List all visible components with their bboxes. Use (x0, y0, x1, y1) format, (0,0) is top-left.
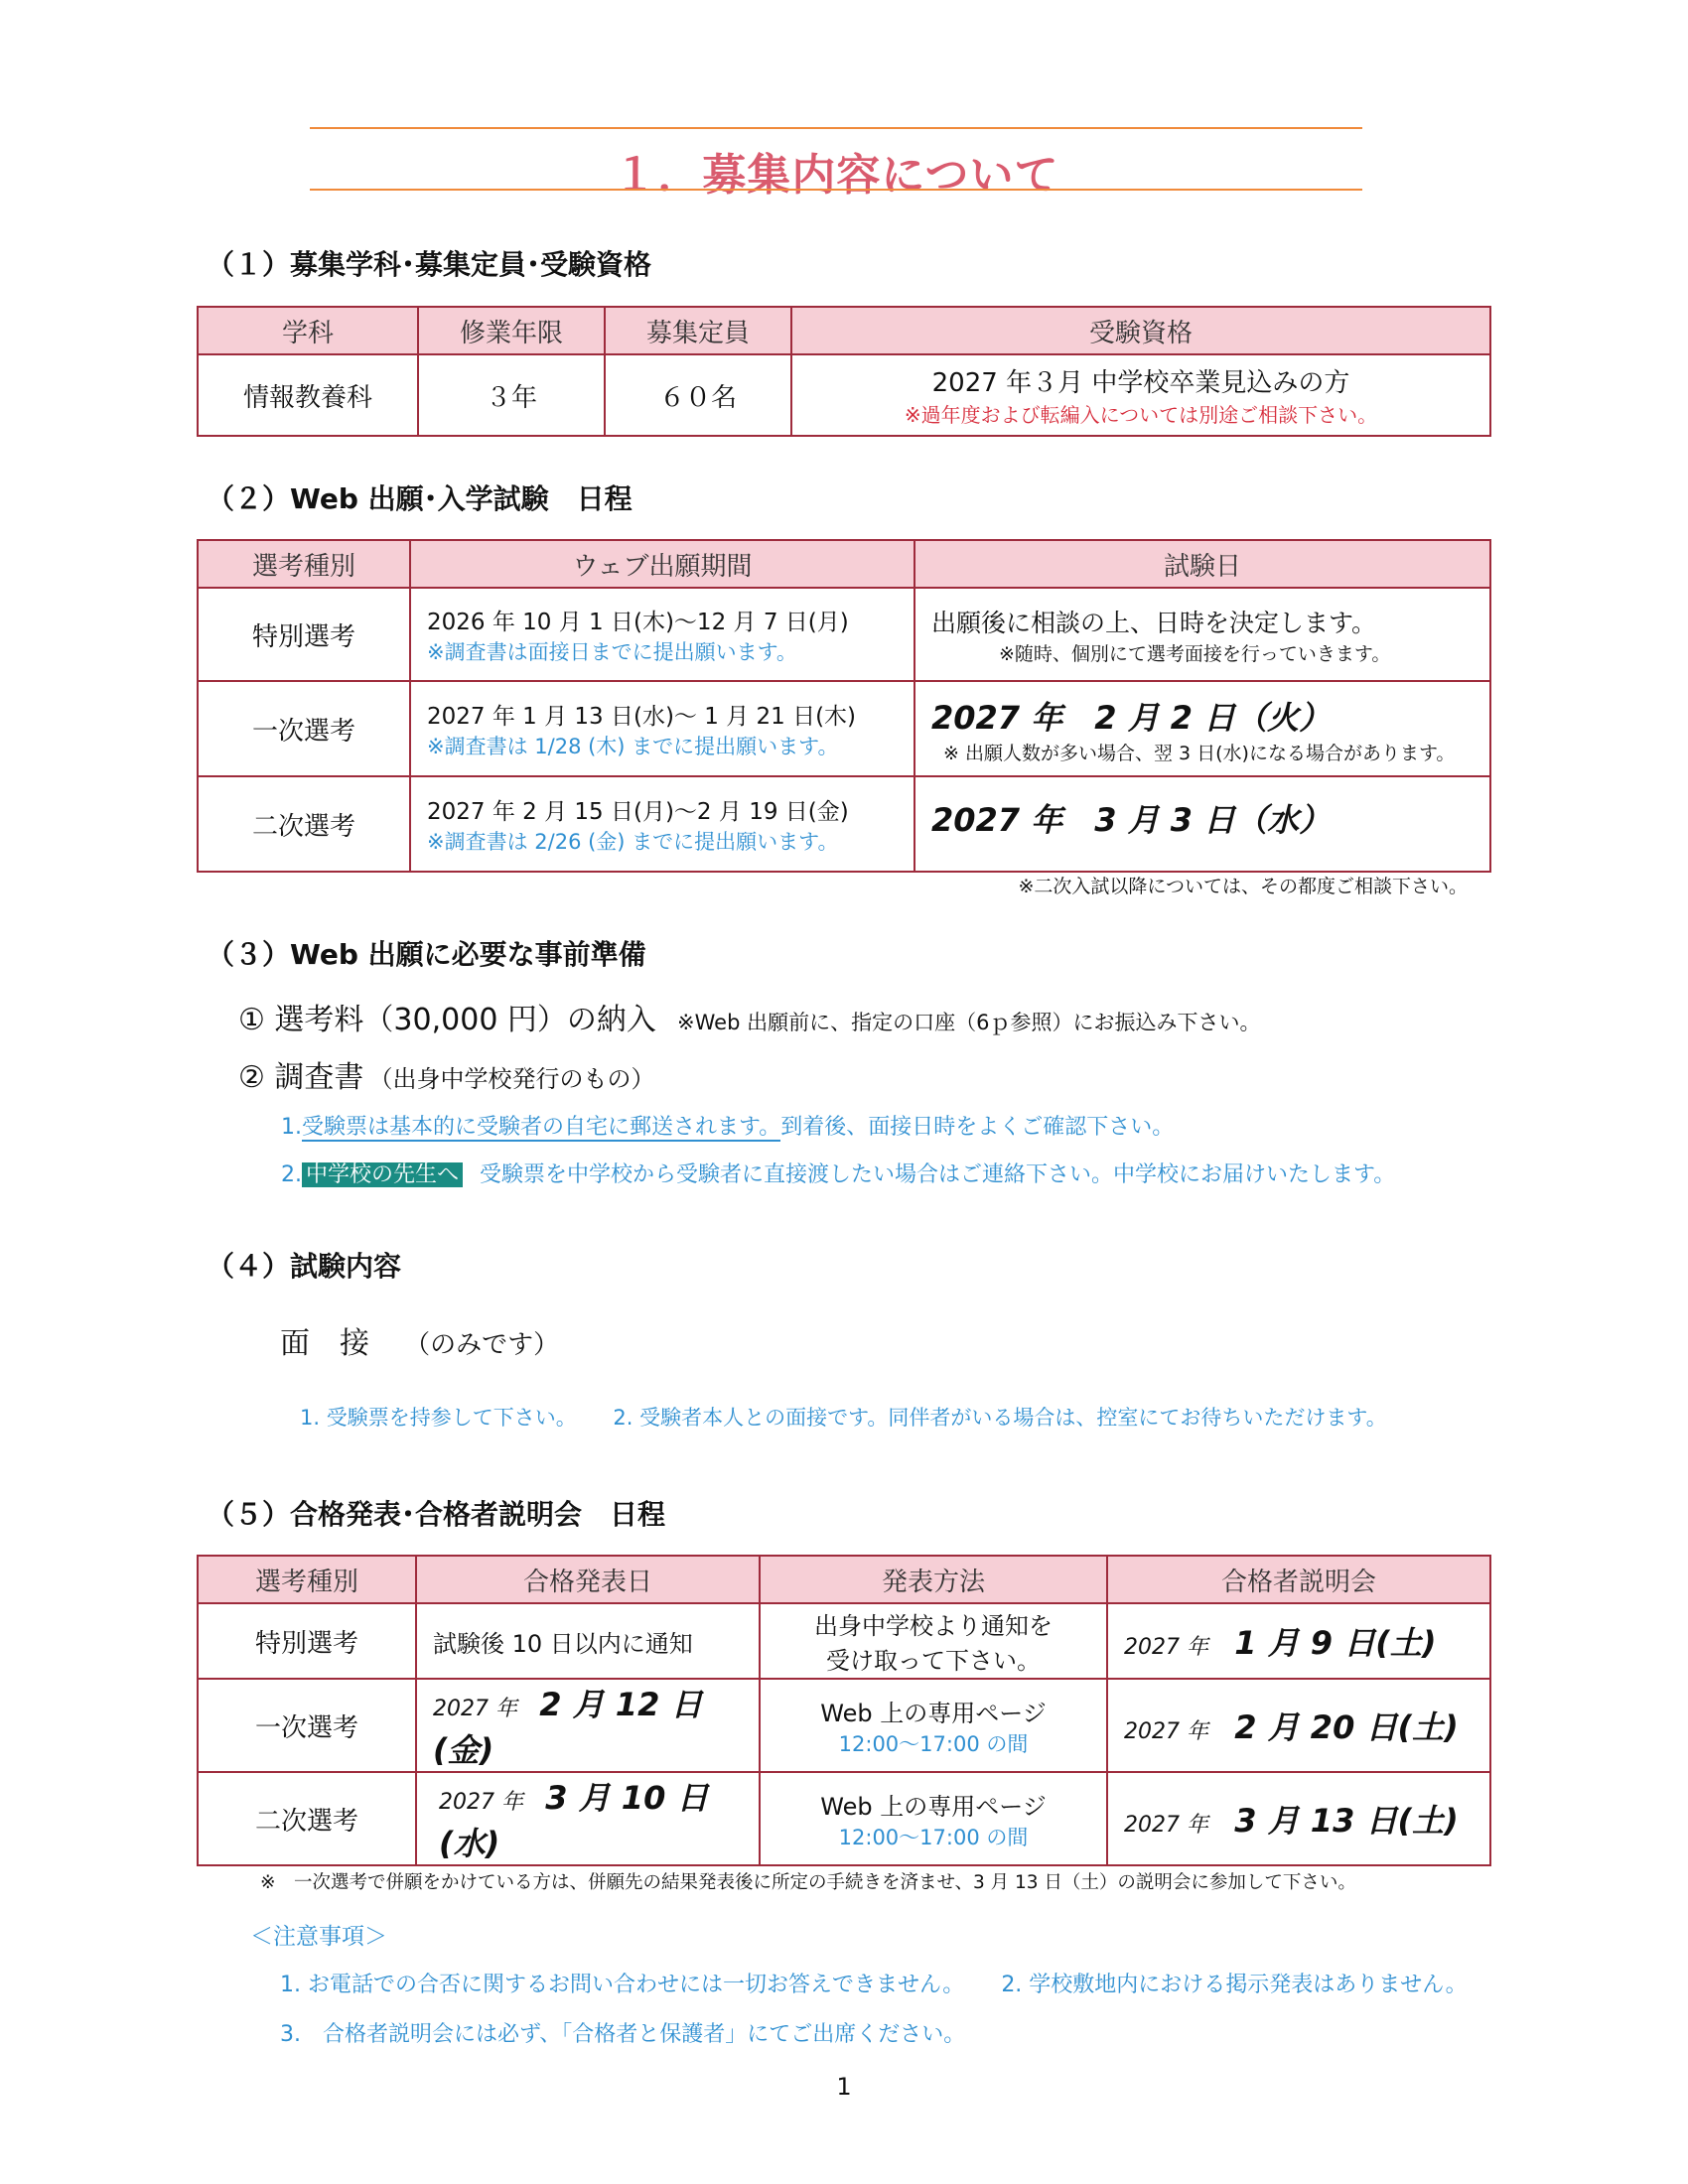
prep-item-report-sub: （出身中学校発行のもの） (368, 1065, 655, 1093)
table-row (198, 1679, 1490, 1772)
method-line-1: 出身中学校より通知を (814, 1612, 1053, 1640)
caution-item-3: 3. 合格者説明会には必ず、「合格者と保護者」にてご出席ください。 (280, 2022, 966, 2047)
header-cell: 募集定員 (605, 307, 791, 354)
caution-item-2: 2. 学校敷地内における掲示発表はありません。 (1001, 1973, 1468, 1997)
exam-date-text: 2027 年 2 月 2 日（火） (931, 698, 1332, 737)
prep-note-2-text: 受験票を中学校から受験者に直接渡したい場合はご連絡下さい。中学校にお届けいたします。 (480, 1162, 1396, 1187)
period-note: ※調査書は 2/26 (金) までに提出願います。 (427, 829, 839, 854)
period-cell (410, 588, 914, 681)
selection-type-cell: 二次選考 (198, 1772, 416, 1865)
result-date-cell (416, 1679, 760, 1772)
period-text: 2027 年 1 月 13 日(水)～ 1 月 21 日(木) (427, 703, 857, 730)
meeting-year: 2027 年 (1124, 1719, 1208, 1744)
header-cell: 試験日 (914, 540, 1490, 588)
method-line-2: 12:00～17:00 の間 (838, 1731, 1029, 1756)
prep-note-1 (281, 1110, 1174, 1141)
meeting-year: 2027 年 (1124, 1635, 1208, 1660)
selection-type-cell: 二次選考 (198, 776, 410, 872)
header-cell: ウェブ出願期間 (410, 540, 914, 588)
period-note: ※調査書は面接日までに提出願います。 (427, 639, 797, 664)
exam-content (280, 1318, 559, 1362)
exam-date-text: 2027 年 3 月 3 日（水） (931, 801, 1332, 839)
header-cell: 発表方法 (760, 1556, 1107, 1603)
results-table (197, 1555, 1491, 1866)
department-cell: 情報教養科 (198, 354, 418, 436)
table-header-row (198, 540, 1490, 588)
exam-note-2: 2. 受験者本人との面接です。同伴者がいる場合は、控室にてお待ちいただけます。 (613, 1406, 1387, 1430)
meeting-cell (1107, 1603, 1490, 1679)
selection-type-cell: 一次選考 (198, 1679, 416, 1772)
prep-item-fee (238, 995, 1260, 1038)
result-date: 2 月 12 日(金) (433, 1686, 703, 1769)
caution-title: ＜注意事項＞ (250, 1924, 387, 1950)
table-row (198, 681, 1490, 776)
method-cell (760, 1772, 1107, 1865)
header-cell: 合格発表日 (416, 1556, 760, 1603)
exam-date-cell (914, 588, 1490, 681)
table-header-row (198, 307, 1490, 354)
prep-note-1-num: 1. (281, 1115, 302, 1140)
eligibility-text: 2027 年３月 中学校卒業見込みの方 (931, 368, 1350, 398)
method-line-2: 受け取って下さい。 (826, 1647, 1041, 1675)
prep-item-fee-text: ① 選考料（30,000 円）の納入 (238, 1003, 656, 1037)
meeting-date: 3 月 13 日(土) (1234, 1802, 1459, 1840)
period-text: 2027 年 2 月 15 日(月)～2 月 19 日(金) (427, 798, 849, 825)
meeting-cell (1107, 1772, 1490, 1865)
method-line-1: Web 上の専用ページ (820, 1792, 1047, 1821)
section-heading-1: （１）募集学科･募集定員･受験資格 (207, 248, 652, 281)
recruitment-table (197, 306, 1491, 437)
exam-content-sub: （のみです） (404, 1330, 560, 1360)
eligibility-note: ※過年度および転編入については別途ご相談下さい。 (904, 403, 1378, 427)
result-year: 2027 年 (433, 1697, 517, 1721)
section-heading-5: （５）合格発表･合格者説明会 日程 (207, 1498, 666, 1531)
eligibility-cell (791, 354, 1490, 436)
title-rule-bottom (310, 189, 1362, 191)
table-row (198, 1603, 1490, 1679)
selection-type-cell: 一次選考 (198, 681, 410, 776)
method-line-1: Web 上の専用ページ (820, 1699, 1047, 1727)
exam-notes (300, 1402, 1387, 1432)
exam-content-main: 面 接 (280, 1326, 369, 1361)
selection-type-cell: 特別選考 (198, 1603, 416, 1679)
header-cell: 選考種別 (198, 1556, 416, 1603)
table-row (198, 1772, 1490, 1865)
section-heading-3: （３）Web 出願に必要な事前準備 (207, 938, 646, 971)
method-line-2: 12:00～17:00 の間 (838, 1825, 1029, 1849)
header-cell: 修業年限 (418, 307, 605, 354)
table-row (198, 354, 1490, 436)
prep-note-2 (281, 1158, 1395, 1188)
result-year: 2027 年 (439, 1790, 523, 1815)
meeting-date: 2 月 20 日(土) (1234, 1708, 1459, 1746)
meeting-cell (1107, 1679, 1490, 1772)
exam-date-text: 出願後に相談の上、日時を決定します。 (931, 608, 1377, 637)
schedule-table (197, 539, 1491, 873)
caution-line-1 (280, 1968, 1468, 1998)
prep-note-1-underlined: 受験票は基本的に受験者の自宅に郵送されます。 (302, 1115, 781, 1140)
prep-note-2-num: 2. (281, 1162, 302, 1187)
meeting-date: 1 月 9 日(土) (1234, 1624, 1437, 1662)
prep-item-report-text: ② 調査書 (238, 1060, 364, 1095)
header-cell: 学科 (198, 307, 418, 354)
schedule-after-note: ※二次入試以降については、その都度ご相談下さい。 (1018, 876, 1468, 897)
table-row (198, 776, 1490, 872)
exam-date-note: ※ 出願人数が多い場合、翌 3 日(水)になる場合があります。 (943, 742, 1456, 764)
prep-note-1-rest: 到着後、面接日時をよくご確認下さい。 (780, 1115, 1175, 1140)
result-date-cell (416, 1772, 760, 1865)
page-title: １．募集内容について (613, 150, 1059, 201)
exam-note-1: 1. 受験票を持参して下さい。 (300, 1406, 577, 1430)
method-cell (760, 1603, 1107, 1679)
exam-date-note: ※随時、個別にて選考面接を行っていきます。 (999, 642, 1391, 665)
exam-date-cell (914, 776, 1490, 872)
meeting-year: 2027 年 (1124, 1813, 1208, 1838)
exam-date-cell (914, 681, 1490, 776)
header-cell: 合格者説明会 (1107, 1556, 1490, 1603)
prep-item-report (238, 1052, 655, 1096)
results-after-note: ※ 一次選考で併願をかけている方は、併願先の結果発表後に所定の手続きを済ませ、3 月 13 日（土）の説明会に参加して下さい。 (260, 1872, 1356, 1893)
period-cell (410, 681, 914, 776)
teacher-highlight: 中学校の先生へ (302, 1162, 463, 1187)
section-heading-2: （２）Web 出願･入学試験 日程 (207, 482, 633, 515)
prep-item-fee-note: ※Web 出願前に、指定の口座（6ｐ参照）にお振込み下さい。 (677, 1011, 1261, 1034)
result-date-cell: 試験後 10 日以内に通知 (416, 1603, 760, 1679)
capacity-cell: ６０名 (605, 354, 791, 436)
title-rule-top (310, 127, 1362, 129)
years-cell: ３年 (418, 354, 605, 436)
period-note: ※調査書は 1/28 (木) までに提出願います。 (427, 734, 839, 758)
table-header-row (198, 1556, 1490, 1603)
caution-item-1: 1. お電話での合否に関するお問い合わせには一切お答えできません。 (280, 1973, 965, 1997)
section-heading-4: （４）試験内容 (207, 1250, 402, 1283)
method-cell (760, 1679, 1107, 1772)
result-date: 3 月 10 日(水) (439, 1779, 709, 1862)
period-cell (410, 776, 914, 872)
header-cell: 選考種別 (198, 540, 410, 588)
table-row (198, 588, 1490, 681)
period-text: 2026 年 10 月 1 日(木)～12 月 7 日(月) (427, 609, 849, 635)
page-number: 1 (836, 2073, 852, 2101)
selection-type-cell: 特別選考 (198, 588, 410, 681)
header-cell: 受験資格 (791, 307, 1490, 354)
